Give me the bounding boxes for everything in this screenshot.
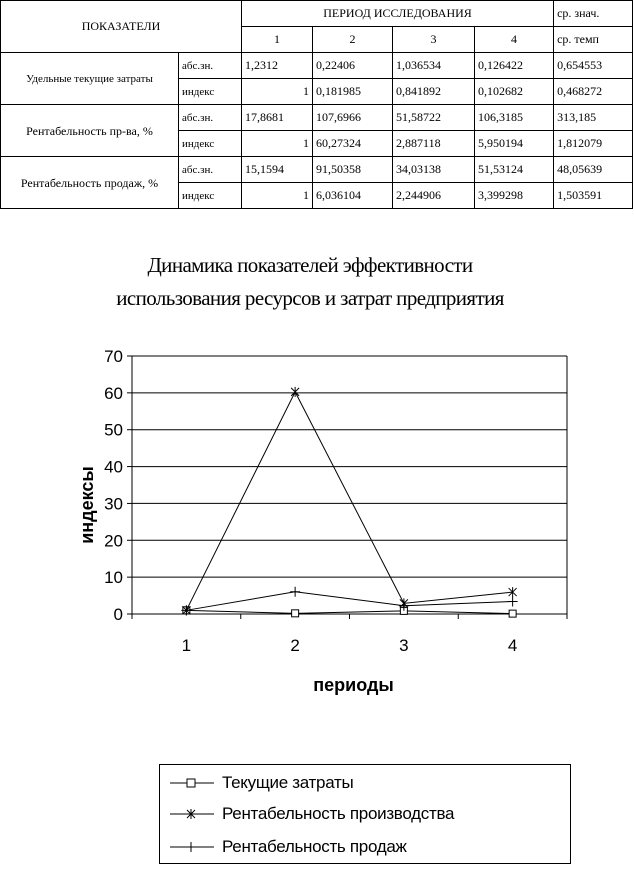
data-point-plus [290,587,300,597]
value-cell: 3,399298 [475,183,554,209]
summary-cell: 1,812079 [554,131,633,157]
value-cell: 17,8681 [242,105,313,131]
indicators-table [0,0,633,209]
table-row [1,105,633,131]
period-header-cell: 3 [393,27,475,53]
value-cell: 0,841892 [393,79,475,105]
value-cell: 0,181985 [313,79,393,105]
table-row [1,53,633,79]
header-indicators: ПОКАЗАТЕЛИ [1,1,242,53]
value-cell: 2,887118 [393,131,475,157]
value-cell: 34,03138 [393,157,475,183]
x-tick-label: 3 [399,636,409,655]
data-point-square [509,610,516,617]
value-cell: 51,58722 [393,105,475,131]
value-cell: 1 [242,131,313,157]
value-cell: 107,6966 [313,105,393,131]
value-cell: 5,950194 [475,131,554,157]
x-tick-label: 1 [181,636,192,655]
y-tick-label: 0 [113,605,123,624]
y-tick-label: 70 [104,347,123,366]
value-cell: 106,3185 [475,105,554,131]
legend-label: Текущие затраты [222,773,354,792]
summary-cell: 0,654553 [554,53,633,79]
x-tick-label: 2 [290,636,300,655]
series-line [186,592,512,611]
chart-legend [159,764,571,864]
y-tick-label: 10 [104,568,123,588]
series-line [186,610,512,613]
header-avg-rate: ср. темп [554,27,633,53]
period-header-cell: 4 [475,27,554,53]
legend-label: Рентабельность производства [222,804,455,823]
table-row [1,157,633,183]
summary-cell: 313,185 [554,105,633,131]
square-marker-icon [166,771,218,795]
value-cell: 0,102682 [475,79,554,105]
y-tick-label: 60 [104,383,123,403]
legend-label: Рентабельность продаж [222,837,407,856]
row-type: абс.зн. [179,105,242,131]
legend-item-production-profitability [222,802,454,826]
star-marker-icon [166,802,218,826]
y-tick-label: 40 [104,457,123,477]
value-cell: 0,22406 [313,53,393,79]
value-cell: 91,50358 [313,157,393,183]
header-period: ПЕРИОД ИССЛЕДОВАНИЯ [242,1,554,27]
data-point-star [291,387,299,397]
group-label: Рентабельность продаж, % [1,157,179,209]
period-header-cell: 2 [313,27,393,53]
row-type: индекс [179,183,242,209]
line-chart [0,330,634,710]
chart-title-line2: использования ресурсов и затрат предприятия [116,286,504,310]
header-avg-value: ср. знач. [554,1,633,27]
summary-cell: 0,468272 [554,79,633,105]
row-type: абс.зн. [179,157,242,183]
data-point-plus [508,596,518,606]
group-label: Удельные текущие затраты [1,53,179,105]
value-cell: 60,27324 [313,131,393,157]
value-cell: 15,1594 [242,157,313,183]
legend-item-current-costs [222,771,353,795]
summary-cell: 48,05639 [554,157,633,183]
value-cell: 2,244906 [393,183,475,209]
data-point-square [292,610,299,617]
y-tick-label: 20 [104,531,123,551]
group-label: Рентабельность пр-ва, % [1,105,179,157]
x-tick-label: 4 [507,636,518,655]
plus-marker-icon [166,835,218,859]
value-cell: 1,036534 [393,53,475,79]
legend-item-sales-profitability [222,835,407,859]
value-cell: 1 [242,183,313,209]
period-header-cell: 1 [242,27,313,53]
value-cell: 1,2312 [242,53,313,79]
chart-title-line1: Динамика показателей эффективности [147,253,473,277]
y-tick-label: 30 [104,494,123,514]
y-axis-title: индексы [77,466,97,544]
value-cell: 6,036104 [313,183,393,209]
x-axis-title: периоды [313,675,394,695]
row-type: индекс [179,131,242,157]
row-type: индекс [179,79,242,105]
row-type: абс.зн. [179,53,242,79]
summary-cell: 1,503591 [554,183,633,209]
value-cell: 1 [242,79,313,105]
value-cell: 51,53124 [475,157,554,183]
y-tick-label: 50 [104,420,123,440]
value-cell: 0,126422 [475,53,554,79]
